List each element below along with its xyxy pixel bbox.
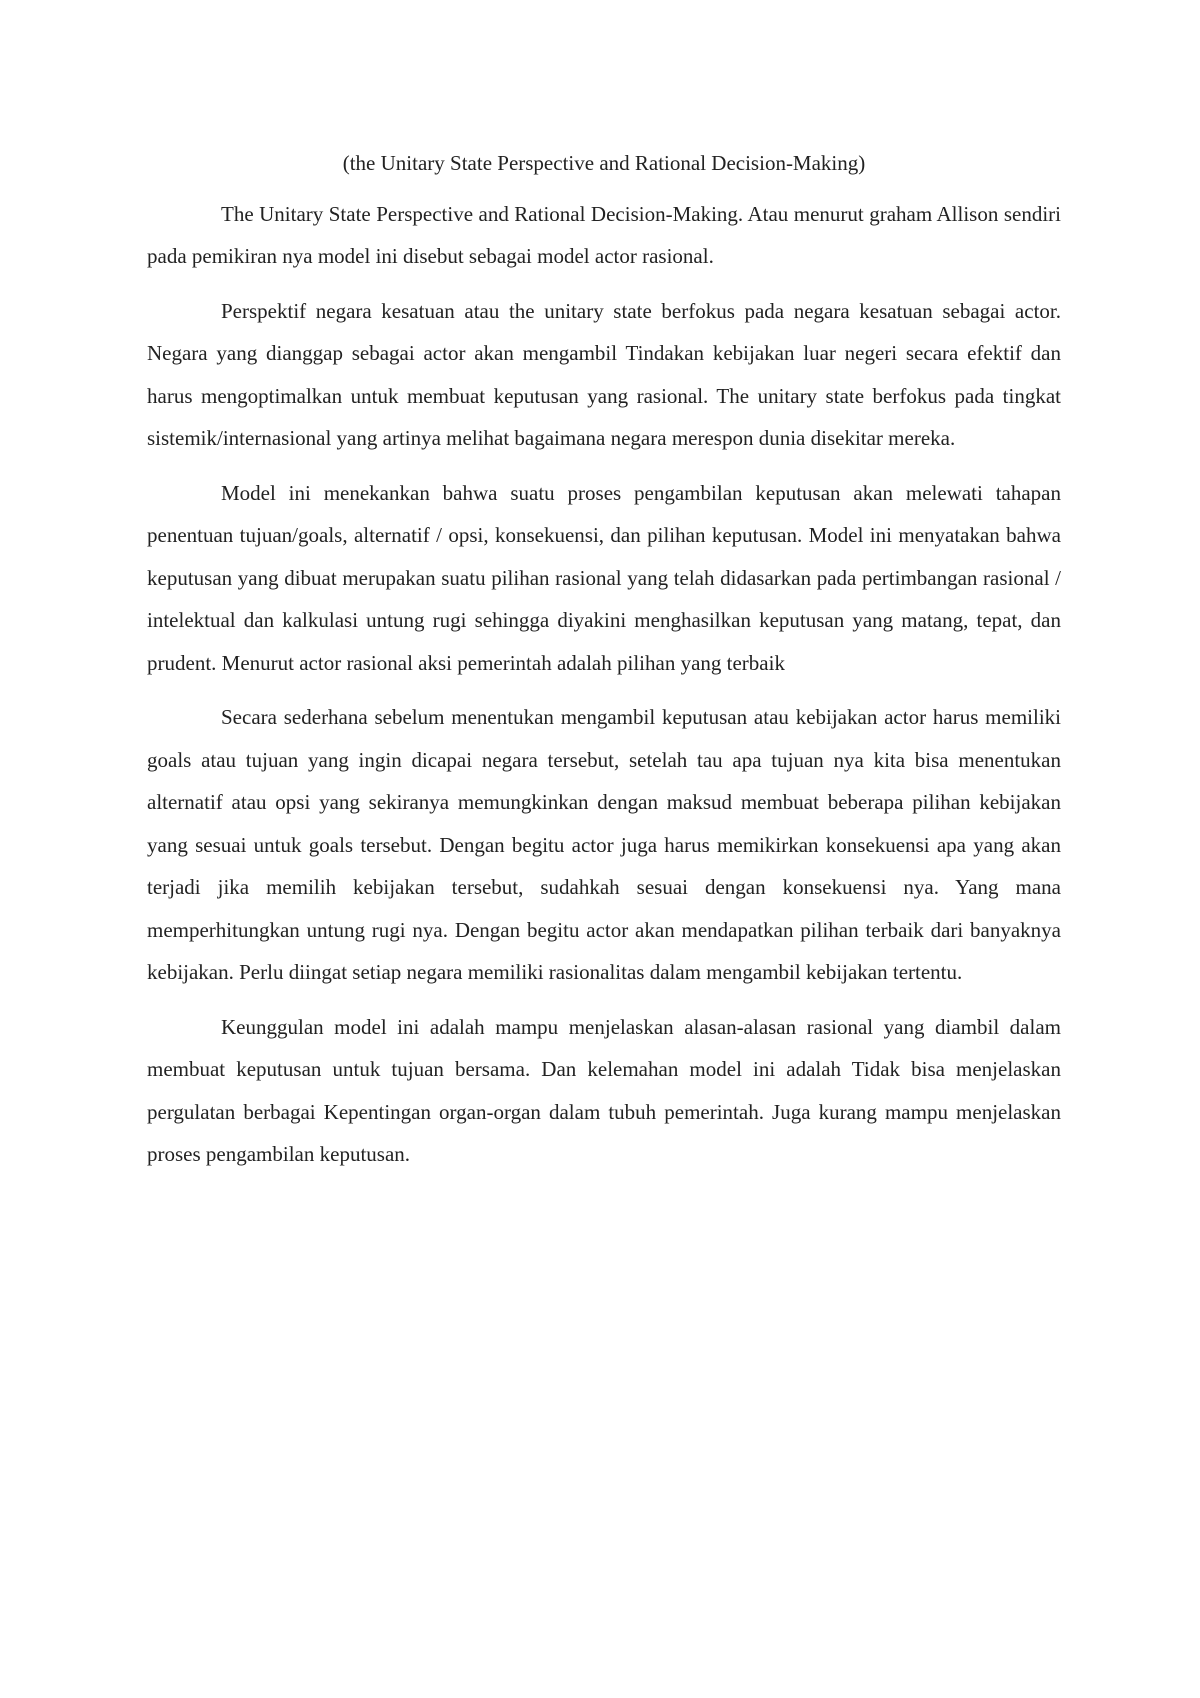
document-body [147, 142, 1061, 1188]
document-title: (the Unitary State Perspective and Rational Decision-Making) [342, 151, 866, 175]
paragraph-strengths-weaknesses: Keunggulan model ini adalah mampu menjelaskan alasan-alasan rasional yang diambil dalam membuat keputusan untuk tujuan bersama. Dan kelemahan model ini adalah Tidak bisa menjelaskan pergulatan berbagai Kepentingan organ-organ dalam tubuh pemerintah. Juga kurang mampu menjelaskan proses pengambilan keputusan. [147, 1014, 1061, 1166]
paragraph-unitary-state: Perspektif negara kesatuan atau the unitary state berfokus pada negara kesatuan sebagai actor. Negara yang dianggap sebagai actor akan mengambil Tindakan kebijakan luar negeri secara efektif dan harus mengoptimalkan untuk membuat keputusan yang rasional. The unitary state berfokus pada tingkat sistemik/internasional yang artinya melihat bagaimana negara merespon dunia disekitar mereka. [147, 298, 1061, 450]
paragraph-intro: The Unitary State Perspective and Rational Decision-Making. Atau menurut graham Allison sendiri pada pemikiran nya model ini disebut sebagai model actor rasional. [147, 201, 1061, 268]
paragraph-model-stages: Model ini menekankan bahwa suatu proses pengambilan keputusan akan melewati tahapan penentuan tujuan/goals, alternatif / opsi, konsekuensi, dan pilihan keputusan. Model ini menyatakan bahwa keputusan yang dibuat merupakan suatu pilihan rasional yang telah didasarkan pada pertimbangan rasional / intelektual dan kalkulasi untung rugi sehingga diyakini menghasilkan keputusan yang matang, tepat, dan prudent. Menurut actor rasional aksi pemerintah adalah pilihan yang terbaik [147, 480, 1061, 675]
paragraph-decision-process: Secara sederhana sebelum menentukan mengambil keputusan atau kebijakan actor harus memiliki goals atau tujuan yang ingin dicapai negara tersebut, setelah tau apa tujuan nya kita bisa menentukan alternatif atau opsi yang sekiranya memungkinkan dengan maksud membuat beberapa pilihan kebijakan yang sesuai untuk goals tersebut. Dengan begitu actor juga harus memikirkan konsekuensi apa yang akan terjadi jika memilih kebijakan tersebut, sudahkah sesuai dengan konsekuensi nya. Yang mana memperhitungkan untung rugi nya. Dengan begitu actor akan mendapatkan pilihan terbaik dari banyaknya kebijakan. Perlu diingat setiap negara memiliki rasionalitas dalam mengambil kebijakan tertentu. [147, 705, 1061, 984]
